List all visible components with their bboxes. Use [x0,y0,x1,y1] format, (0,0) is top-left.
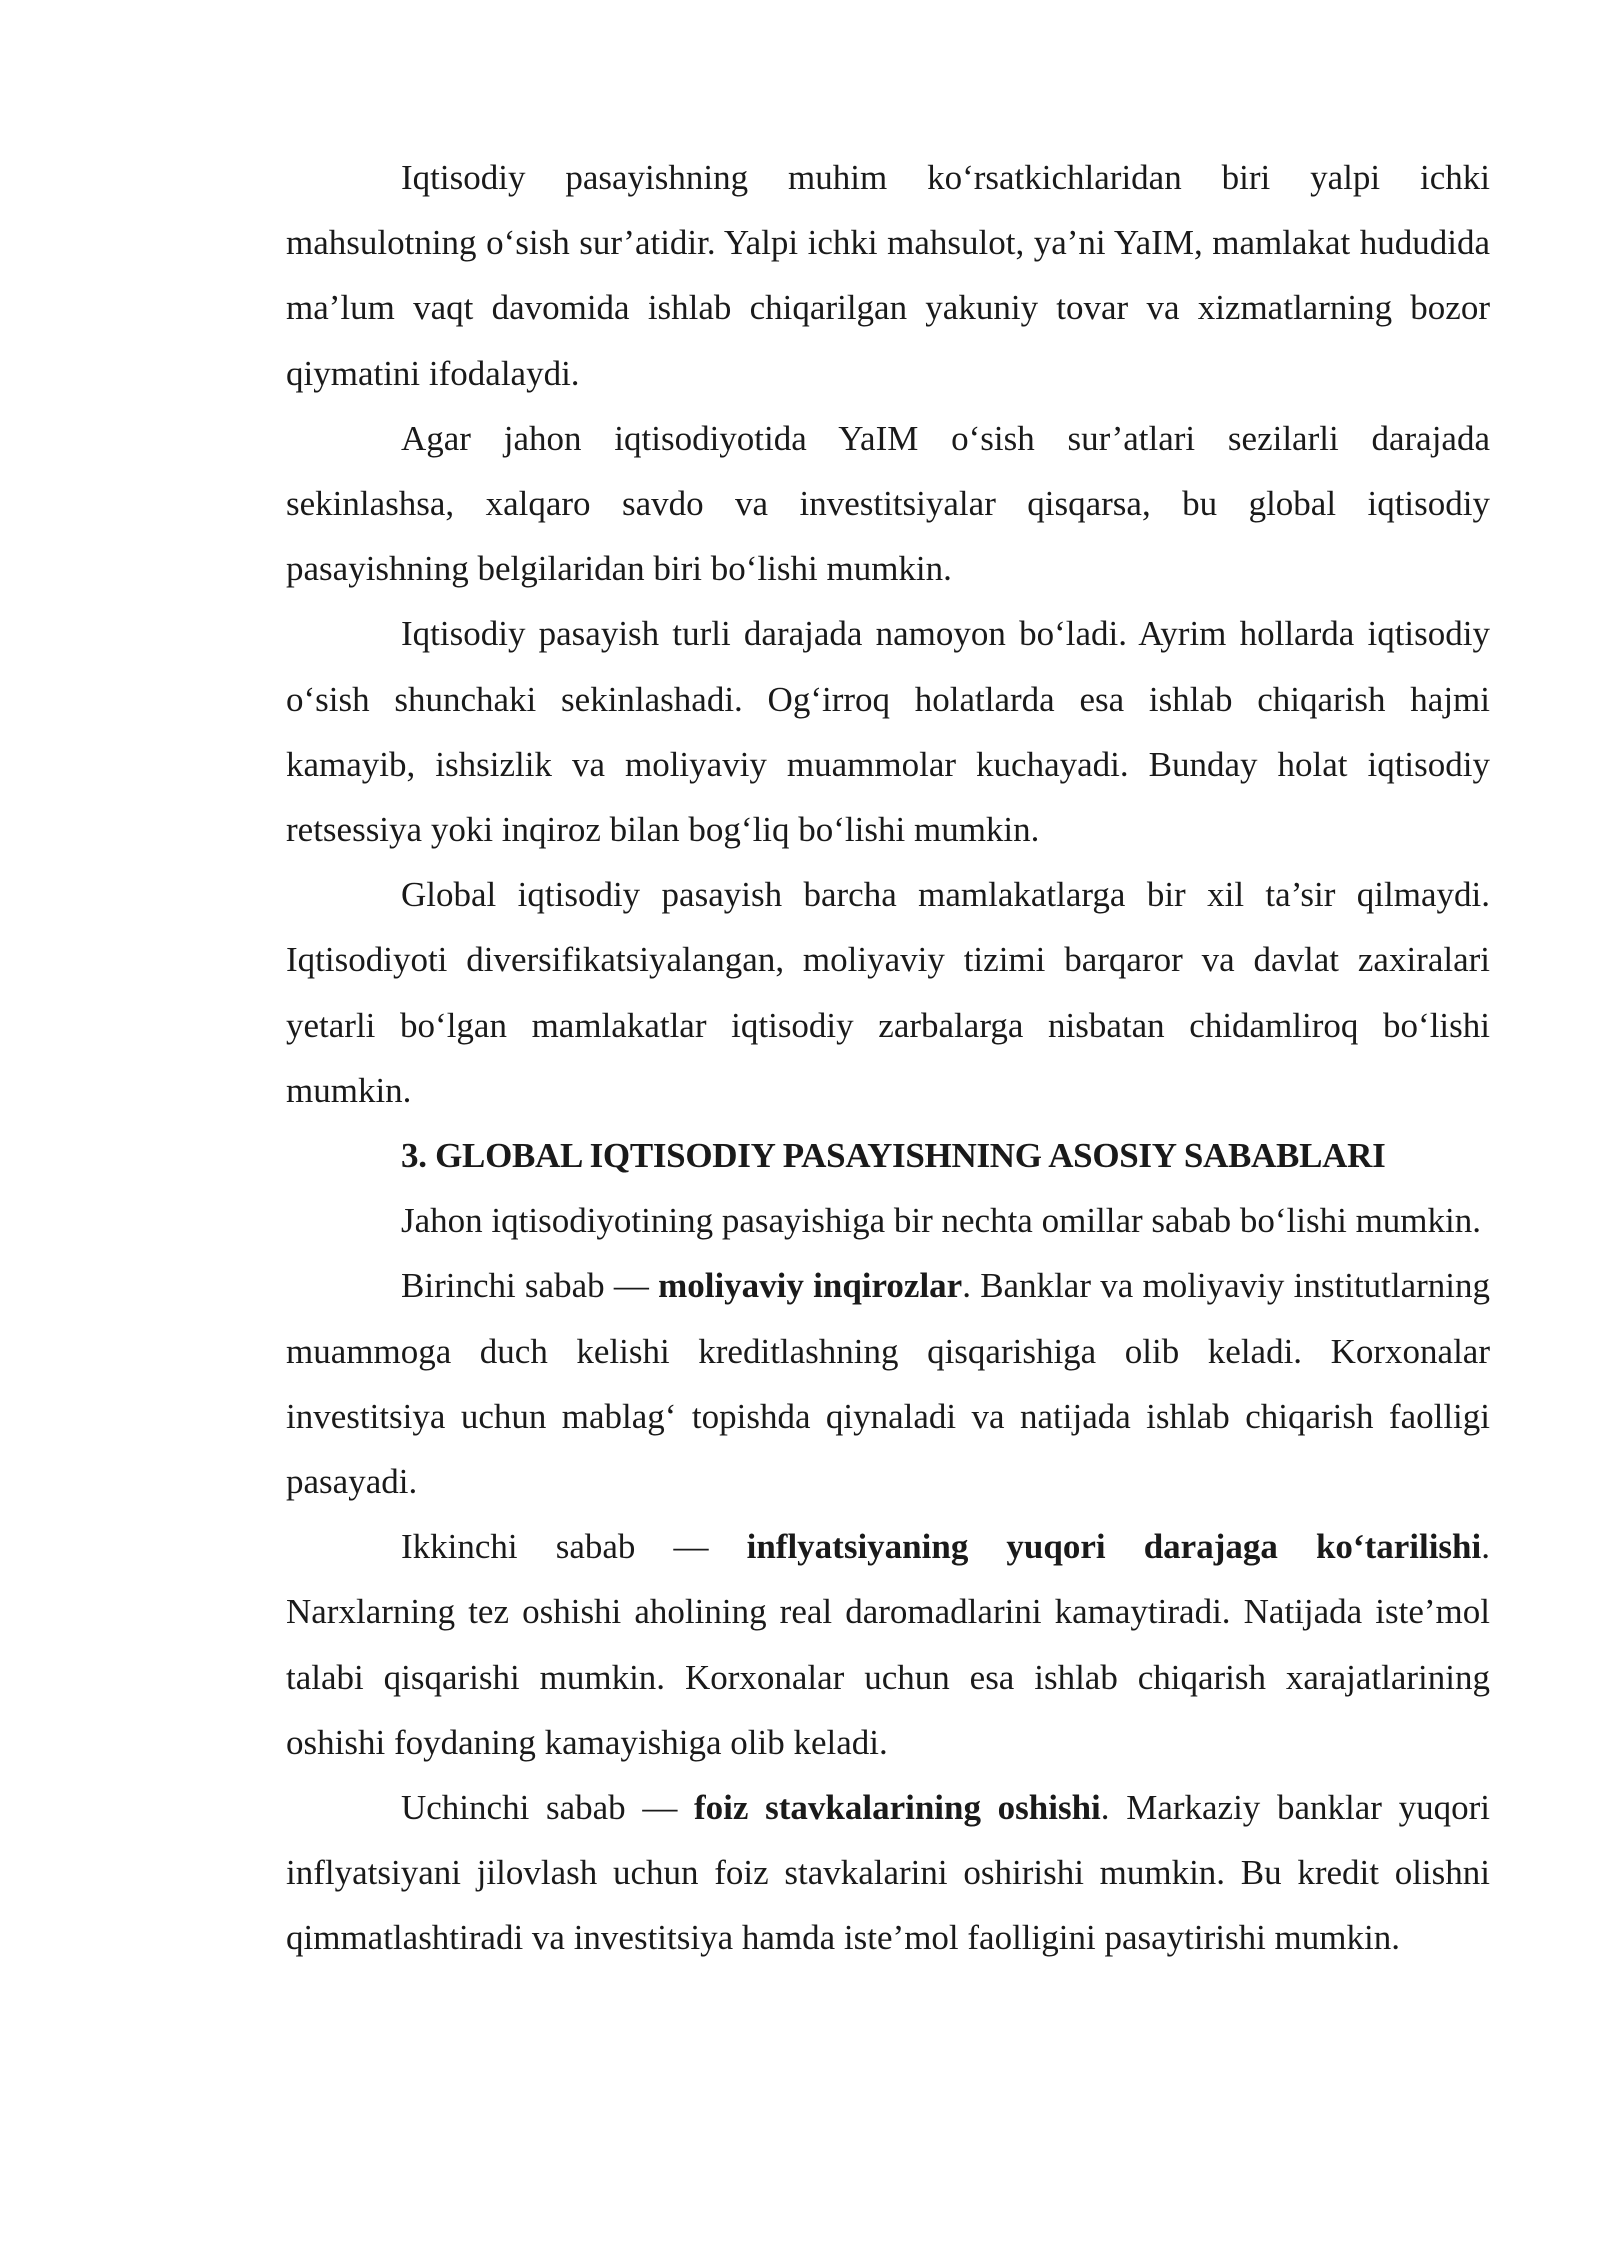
cause-3-text: . Markaziy banklar yuqori inflyatsiyani jilovlash uchun foiz stavkalarini oshirishi mumkin. Bu kredit olishni qimmatlashtiradi va investitsiya hamda iste’mol faolligini pasaytirishi mumkin. [286,1788,1490,1958]
paragraph-uneven-impact: Global iqtisodiy pasayish barcha mamlakatlarga bir xil ta’sir qilmaydi. Iqtisodiyoti diversifikatsiyalangan, moliyaviy tizimi barqaror va davlat zaxiralari yetarli bo‘lgan mamlakatlar iqtisodiy zarbalarga nisbatan chidamliroq bo‘lishi mumkin. [286,875,1490,1110]
cause-2-lead: Ikkinchi sabab — [401,1527,747,1567]
document-page [286,145,1490,1971]
cause-1-term: moliyaviy inqirozlar [658,1266,963,1306]
cause-2-text: . Narxlarning tez oshishi aholining real daromadlarini kamaytiradi. Natijada iste’mol talabi qisqarishi mumkin. Korxonalar uchun esa ishlab chiqarish xarajatlarining oshishi foydaning kamayishiga olib keladi. [286,1527,1490,1762]
paragraph-intro: Jahon iqtisodiyotining pasayishiga bir nechta omillar sabab bo‘lishi mumkin. [401,1201,1481,1241]
paragraph-degrees-of-decline: Iqtisodiy pasayish turli darajada namoyon bo‘ladi. Ayrim hollarda iqtisodiy o‘sish shunchaki sekinlashadi. Og‘irroq holatlarda esa ishlab chiqarish hajmi kamayib, ishsizlik va moliyaviy muammolar kuchayadi. Bunday holat iqtisodiy retsessiya yoki inqiroz bilan bog‘liq bo‘lishi mumkin. [286,614,1490,850]
section-heading [286,1123,1490,1188]
cause-1-text: . Banklar va moliyaviy institutlarning muammoga duch kelishi kreditlashning qisqarishiga olib keladi. Korxonalar investitsiya uchun mablag‘ topishda qiynaladi va natijada ishlab chiqarish faolligi pasayadi. [286,1266,1491,1502]
paragraph-global-slowdown: Agar jahon iqtisodiyotida YaIM o‘sish sur’atlari sezilarli darajada sekinlashsa, xalqaro savdo va investitsiyalar qisqarsa, bu global iqtisodiy pasayishning belgilaridan biri bo‘lishi mumkin. [286,418,1490,589]
paragraph-cause-3 [286,1775,1490,1971]
cause-1-lead: Birinchi sabab — [401,1266,659,1306]
paragraph-gdp-indicator: Iqtisodiy pasayishning muhim ko‘rsatkichlaridan biri yalpi ichki mahsulotning o‘sish sur’atidir. Yalpi ichki mahsulot, ya’ni YaIM, mamlakat hududida ma’lum vaqt davomida ishlab chiqarilgan yakuniy tovar va xizmatlarning bozor qiymatini ifodalaydi. [286,158,1490,393]
section-heading-text: 3. GLOBAL IQTISODIY PASAYISHNING ASOSIY SABABLARI [401,1136,1386,1176]
paragraph-cause-2 [286,1514,1490,1775]
cause-3-lead: Uchinchi sabab — [401,1788,695,1828]
cause-3-term: foiz stavkalarining oshishi [694,1788,1101,1828]
cause-2-term: inflyatsiyaning yuqori darajaga ko‘tarilishi [746,1527,1482,1567]
paragraph-cause-1 [286,1253,1490,1514]
